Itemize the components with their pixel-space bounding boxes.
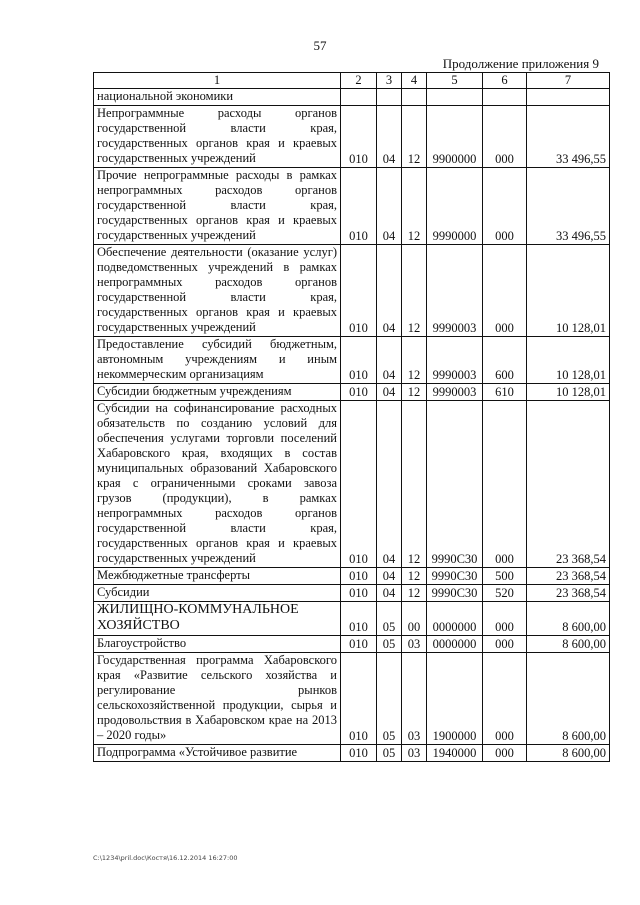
row-code-target: 0000000: [427, 636, 483, 653]
row-code-subsection: 12: [402, 106, 427, 168]
row-name: Субсидии на софинансирование расходных обязательств по созданию условий для обеспечения услугами торговли поселений Хабаровского края, входящих в состав муниципальных образований Хабаровского края с ограниченными сроками завоза грузов (продукции), в рамках непрограммных расходов органов государственной власти края, государственных органов края и краевых государственных учреждений: [94, 401, 341, 568]
table-row: [94, 401, 610, 568]
row-code-admin: 010: [341, 168, 377, 245]
row-code-section: 04: [377, 384, 402, 401]
row-code-target: 9990003: [427, 337, 483, 384]
row-amount: 33 496,55: [527, 106, 610, 168]
row-amount: 8 600,00: [527, 602, 610, 636]
table-row: [94, 384, 610, 401]
row-name: Непрограммные расходы органов государственной власти края, государственных органов края и краевых государственных учреждений: [94, 106, 341, 168]
row-code-section: 04: [377, 585, 402, 602]
row-code-admin: 010: [341, 745, 377, 762]
table-row: [94, 106, 610, 168]
row-name: Субсидии: [94, 585, 341, 602]
row-code-type: 500: [483, 568, 527, 585]
row-code-admin: 010: [341, 636, 377, 653]
row-code-admin: 010: [341, 245, 377, 337]
table-row: [94, 602, 610, 636]
row-code-target: 1900000: [427, 653, 483, 745]
table-row: [94, 568, 610, 585]
row-amount: 10 128,01: [527, 245, 610, 337]
row-code-target: 9990С30: [427, 401, 483, 568]
row-code-section: 04: [377, 168, 402, 245]
row-code-target: [427, 89, 483, 106]
page-number: 57: [313, 38, 327, 53]
row-code-section: 04: [377, 401, 402, 568]
table-row: [94, 245, 610, 337]
row-name: Обеспечение деятельности (оказание услуг) подведомственных учреждений в рамках непрограммных расходов органов государственной власти края, государственных органов края и краевых государственных учреждений: [94, 245, 341, 337]
header-row: [94, 73, 610, 89]
column-header: 3: [377, 73, 402, 89]
table-row: [94, 745, 610, 762]
row-code-target: 9900000: [427, 106, 483, 168]
row-amount: 8 600,00: [527, 636, 610, 653]
row-code-section: 05: [377, 602, 402, 636]
row-name: национальной экономики: [94, 89, 341, 106]
column-header: 6: [483, 73, 527, 89]
row-name: Прочие непрограммные расходы в рамках непрограммных расходов органов государственной власти края, государственных органов края и краевых государственных учреждений: [94, 168, 341, 245]
row-name: Государственная программа Хабаровского края «Развитие сельского хозяйства и регулирование рынков сельскохозяйственной продукции, сырья и продовольствия в Хабаровском крае на 2013 – 2020 годы»: [94, 653, 341, 745]
row-code-subsection: 00: [402, 602, 427, 636]
row-code-admin: 010: [341, 585, 377, 602]
row-code-type: 000: [483, 245, 527, 337]
row-amount: 10 128,01: [527, 337, 610, 384]
row-name: Подпрограмма «Устойчивое развитие: [94, 745, 341, 762]
row-code-section: 05: [377, 745, 402, 762]
column-header: 4: [402, 73, 427, 89]
table-row: [94, 585, 610, 602]
row-code-type: 000: [483, 401, 527, 568]
row-code-subsection: 12: [402, 585, 427, 602]
row-code-type: 000: [483, 106, 527, 168]
row-code-subsection: 12: [402, 384, 427, 401]
row-code-target: 0000000: [427, 602, 483, 636]
row-name: Субсидии бюджетным учреждениям: [94, 384, 341, 401]
table-row: [94, 653, 610, 745]
table-row: [94, 337, 610, 384]
row-code-admin: 010: [341, 653, 377, 745]
row-code-type: 000: [483, 602, 527, 636]
row-code-section: 04: [377, 568, 402, 585]
column-header: 1: [94, 73, 341, 89]
row-code-type: [483, 89, 527, 106]
row-code-admin: 010: [341, 401, 377, 568]
row-code-section: 04: [377, 337, 402, 384]
column-header: 2: [341, 73, 377, 89]
row-code-type: 000: [483, 653, 527, 745]
row-code-admin: 010: [341, 106, 377, 168]
column-header: 7: [527, 73, 610, 89]
row-amount: [527, 89, 610, 106]
row-code-admin: [341, 89, 377, 106]
row-code-target: 9990003: [427, 245, 483, 337]
row-code-subsection: 12: [402, 568, 427, 585]
table-row: [94, 168, 610, 245]
row-amount: 23 368,54: [527, 585, 610, 602]
row-code-section: 04: [377, 106, 402, 168]
row-name: Предоставление субсидий бюджетным, автономным учреждениям и иным некоммерческим организациям: [94, 337, 341, 384]
row-code-target: 9990003: [427, 384, 483, 401]
row-code-section: [377, 89, 402, 106]
table-row: [94, 636, 610, 653]
row-code-type: 000: [483, 636, 527, 653]
column-header: 5: [427, 73, 483, 89]
row-code-type: 000: [483, 168, 527, 245]
row-code-subsection: 12: [402, 168, 427, 245]
row-code-subsection: 03: [402, 636, 427, 653]
row-amount: 23 368,54: [527, 568, 610, 585]
row-code-type: 000: [483, 745, 527, 762]
row-code-target: 9990000: [427, 168, 483, 245]
table-row: [94, 89, 610, 106]
row-amount: 33 496,55: [527, 168, 610, 245]
row-name: Благоустройство: [94, 636, 341, 653]
row-code-section: 04: [377, 245, 402, 337]
row-amount: 8 600,00: [527, 745, 610, 762]
file-path-footer: C:\1234\pril.doc\Костя\16.12.2014 16:27:00: [93, 854, 238, 862]
row-code-type: 610: [483, 384, 527, 401]
row-name: Межбюджетные трансферты: [94, 568, 341, 585]
row-code-subsection: 03: [402, 653, 427, 745]
row-amount: 23 368,54: [527, 401, 610, 568]
row-amount: 8 600,00: [527, 653, 610, 745]
row-code-section: 05: [377, 636, 402, 653]
row-code-target: 9990С30: [427, 568, 483, 585]
row-code-section: 05: [377, 653, 402, 745]
row-code-admin: 010: [341, 602, 377, 636]
row-code-type: 600: [483, 337, 527, 384]
row-code-subsection: 03: [402, 745, 427, 762]
row-code-admin: 010: [341, 337, 377, 384]
row-name: ЖИЛИЩНО-КОММУНАЛЬНОЕ ХОЗЯЙСТВО: [94, 602, 341, 636]
row-code-subsection: [402, 89, 427, 106]
row-code-type: 520: [483, 585, 527, 602]
row-code-subsection: 12: [402, 337, 427, 384]
row-code-admin: 010: [341, 384, 377, 401]
row-amount: 10 128,01: [527, 384, 610, 401]
row-code-subsection: 12: [402, 401, 427, 568]
row-code-target: 1940000: [427, 745, 483, 762]
continuation-label: Продолжение приложения 9: [442, 56, 599, 71]
row-code-subsection: 12: [402, 245, 427, 337]
budget-table: [93, 72, 610, 762]
row-code-admin: 010: [341, 568, 377, 585]
row-code-target: 9990С30: [427, 585, 483, 602]
